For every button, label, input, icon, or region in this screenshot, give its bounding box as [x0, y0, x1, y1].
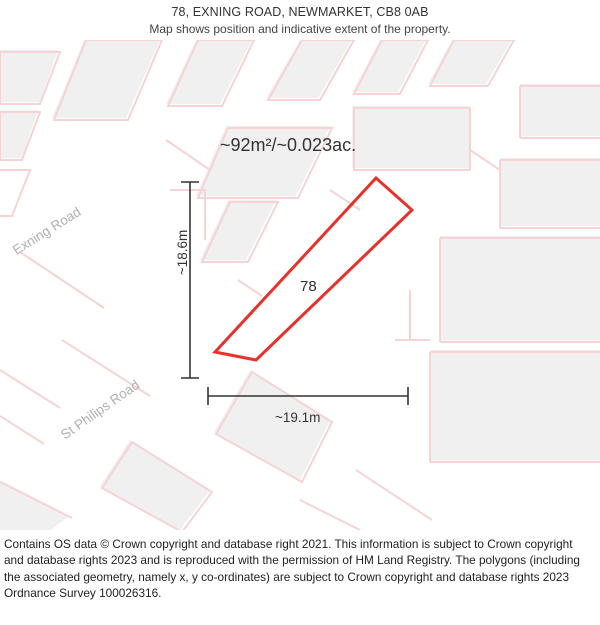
horizontal-dimension-label: ~19.1m [275, 410, 321, 425]
road-label-st-philips-road: St Philips Road [58, 377, 143, 443]
road-label-exning-road: Exning Road [10, 204, 84, 258]
page-subtitle: Map shows position and indicative extent of the property. [149, 22, 451, 36]
page-title: 78, EXNING ROAD, NEWMARKET, CB8 0AB [171, 5, 429, 19]
plot-number-label: 78 [300, 278, 317, 295]
vertical-dimension-label: ~18.6m [175, 229, 191, 276]
map-canvas[interactable] [0, 40, 600, 530]
area-label: ~92m²/~0.023ac. [220, 135, 357, 155]
map-header [0, 0, 600, 40]
copyright-notice: Contains OS data © Crown copyright and database right 2021. This information is subject to Crown copyright and database rights 2023 and is reproduced with the permission of HM Land Registry. The polygons (including the associated geometry, namely x, y co-ordinates) are subject to Crown copyright and database rights 2023 Ordnance Survey 100026316. [4, 537, 580, 600]
